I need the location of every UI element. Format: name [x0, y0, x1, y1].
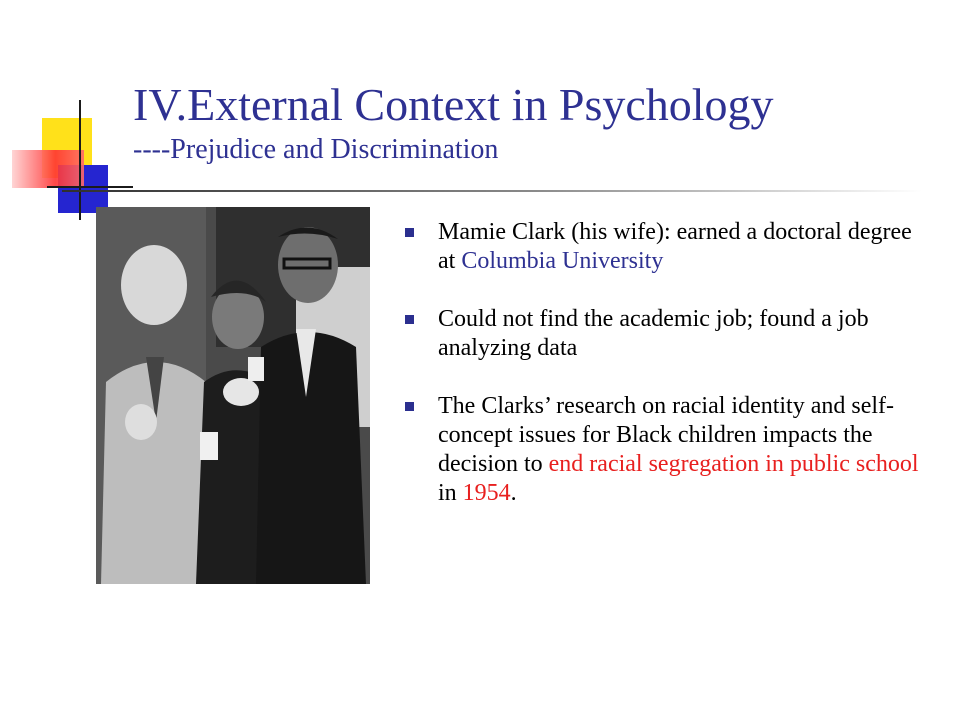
page-subtitle: ----Prejudice and Discrimination [133, 134, 499, 165]
bullet-3-period: . [510, 480, 517, 506]
bullet-3-year: 1954 [462, 480, 511, 506]
bullet-marker [405, 315, 414, 324]
bullet-1-text: Mamie Clark (his wife): earned a doctoral degree at [438, 219, 912, 274]
bullet-item-job [400, 305, 920, 363]
bullet-list [400, 218, 920, 537]
bullet-1-highlight: Columbia University [461, 248, 664, 274]
bullet-3-connector: in [438, 480, 463, 506]
bullet-item-research [400, 392, 920, 508]
historical-photo [96, 207, 370, 584]
title-block [133, 78, 933, 166]
title-divider [62, 190, 922, 192]
photo-illustration [96, 207, 370, 584]
bullet-3-text: The Clarks’ research on racial identity and self-concept issues for Black children impacts the decision to [438, 393, 895, 477]
page-title: IV.External Context in Psychology [133, 79, 774, 130]
bullet-item-mamie-clark [400, 218, 920, 276]
bullet-2-text: Could not find the academic job; found a job analyzing data [438, 306, 869, 361]
deco-red-gradient [12, 150, 84, 188]
bullet-marker [405, 402, 414, 411]
bullet-marker [405, 228, 414, 237]
bullet-3-highlight: end racial segregation in public school [548, 451, 919, 477]
deco-horizontal-line [47, 186, 133, 188]
deco-vertical-line [79, 100, 81, 220]
